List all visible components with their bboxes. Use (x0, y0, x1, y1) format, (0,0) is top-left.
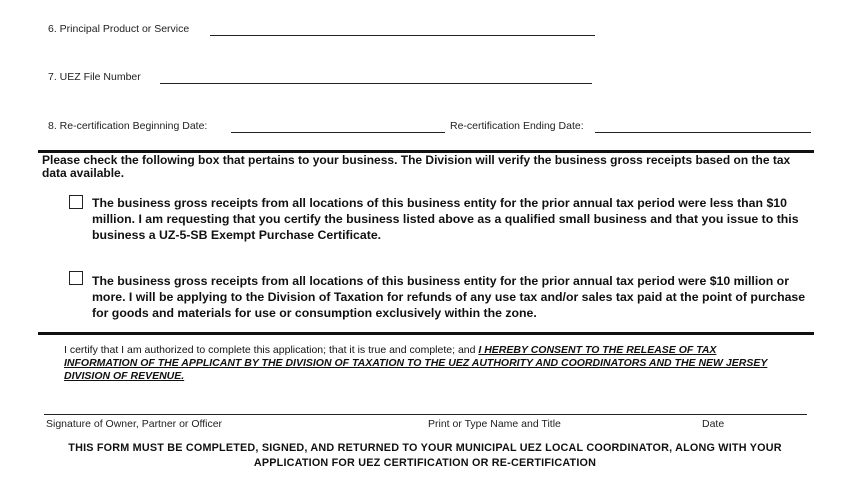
recert-end-field[interactable] (595, 132, 811, 133)
recert-begin-field[interactable] (231, 132, 445, 133)
option-under-10m-text: The business gross receipts from all locations of this business entity for the prior annual tax period were less than $10 million. I am requesting that you certify the business listed above as a qualified small business and that you issue to this business a UZ-5-SB Exempt Purchase Certificate. (92, 196, 799, 242)
recert-begin-label: 8. Re-certification Beginning Date: (48, 120, 208, 132)
recert-end-label: Re-certification Ending Date: (450, 120, 584, 132)
signature-line[interactable] (44, 414, 807, 415)
option-under-10m-checkbox[interactable] (69, 195, 83, 209)
certification-intro: I certify that I am authorized to complete this application; that it is true and complete; and (64, 344, 476, 356)
consent-statement: I HEREBY CONSENT TO THE RELEASE OF TAX INFORMATION OF THE APPLICANT BY THE DIVISION OF TAXATION TO THE UEZ AUTHORITY AND COORDINATORS AND THE NEW JERSEY DIVISION OF REVENUE. (64, 344, 768, 382)
principal-product-field[interactable] (210, 35, 595, 36)
date-label: Date (702, 418, 725, 430)
signature-label: Signature of Owner, Partner or Officer (46, 418, 223, 430)
check-instruction: Please check the following box that pertains to your business. The Division will verify the business gross receipts based on the tax data available. (42, 153, 791, 180)
uez-file-number-label: 7. UEZ File Number (48, 71, 141, 83)
footer-line-1: THIS FORM MUST BE COMPLETED, SIGNED, AND RETURNED TO YOUR MUNICIPAL UEZ LOCAL COORDINATOR, ALONG WITH YOUR (68, 442, 782, 454)
uez-file-number-field[interactable] (160, 83, 592, 84)
option-10m-or-more-checkbox[interactable] (69, 271, 83, 285)
certification-statement (64, 344, 784, 383)
principal-product-label: 6. Principal Product or Service (48, 23, 190, 35)
print-name-label: Print or Type Name and Title (428, 418, 561, 430)
footer-line-2: APPLICATION FOR UEZ CERTIFICATION OR RE-CERTIFICATION (253, 457, 597, 469)
section-divider-bottom (38, 332, 814, 335)
option-10m-or-more-text: The business gross receipts from all locations of this business entity for the prior annual tax period were $10 million or more. I will be applying to the Division of Taxation for refunds of any use tax and/or sales tax paid at the point of purchase for goods and materials for use or consumption exclusively within the zone. (92, 274, 806, 320)
